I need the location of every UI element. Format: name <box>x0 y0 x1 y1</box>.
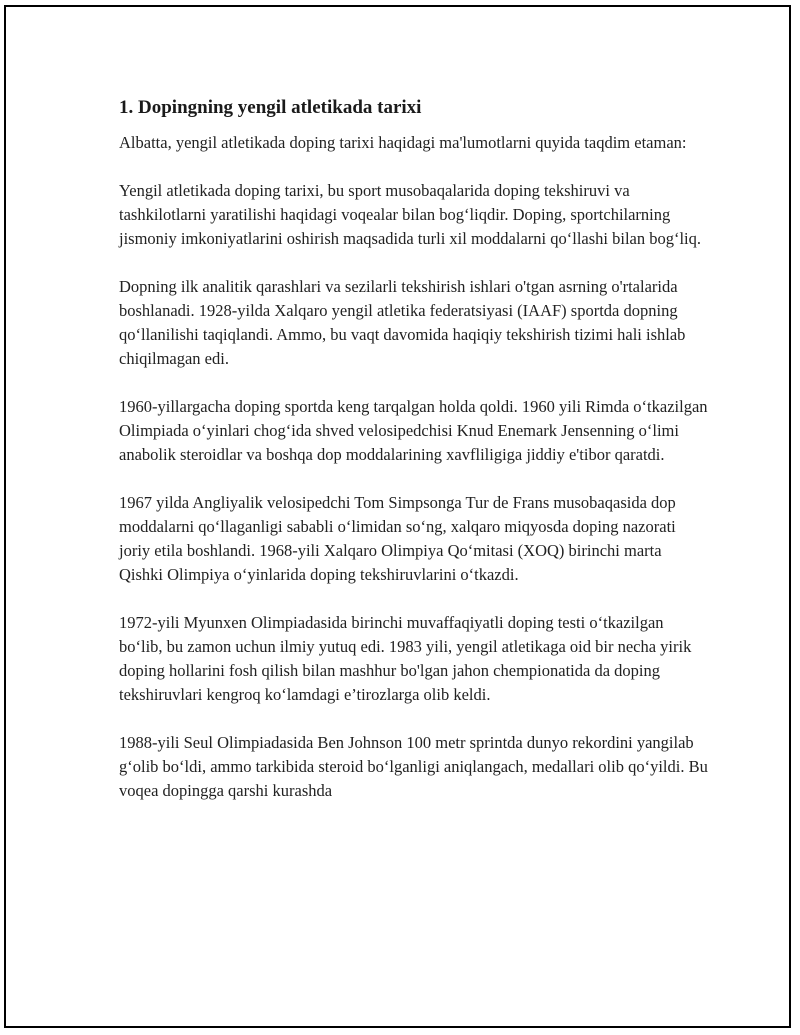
paragraph-1972-1983: 1972-yili Myunxen Olimpiadasida birinchi muvaffaqiyatli doping testi o‘tkazilgan bo‘lib, bu zamon uchun ilmiy yutuq edi. 1983 yili, yengil atletikaga oid bir necha yirik doping hollarini fosh qilish bilan mashhur bo'lgan jahon chempionatida da doping tekshiruvlari kengroq ko‘lamdagi e’tirozlarga olib keldi. <box>119 613 692 704</box>
paragraph-1988: 1988-yili Seul Olimpiadasida Ben Johnson 100 metr sprintda dunyo rekordini yangilab g‘olib bo‘ldi, ammo tarkibida steroid bo‘lganligi aniqlangach, medallari olib qo‘yildi. Bu voqea dopingga qarshi kurashda <box>119 733 708 800</box>
document-body <box>119 95 709 827</box>
paragraph-1967-1968: 1967 yilda Angliyalik velosipedchi Tom Simpsonga Tur de Frans musobaqasida dop moddalarni qo‘llaganligi sababli o‘limidan so‘ng, xalqaro miqyosda doping nazorati joriy etila boshlandi. 1968-yili Xalqaro Olimpiya Qo‘mitasi (XOQ) birinchi marta Qishki Olimpiya o‘yinlarida doping tekshiruvlarini o‘tkazdi. <box>119 493 676 584</box>
section-heading: 1. Dopingning yengil atletikada tarixi <box>119 97 422 118</box>
paragraph-intro: Albatta, yengil atletikada doping tarixi haqidagi ma'lumotlarni quyida taqdim etaman: <box>119 133 687 152</box>
document-page <box>4 5 791 1028</box>
paragraph-early-history: Dopning ilk analitik qarashlari va sezilarli tekshirish ishlari o'tgan asrning o'rtalarida boshlanadi. 1928-yilda Xalqaro yengil atletika federatsiyasi (IAAF) sportda dopning qo‘llanilishi taqiqlandi. Ammo, bu vaqt davomida haqiqiy tekshirish tizimi hali ishlab chiqilmagan edi. <box>119 277 686 368</box>
paragraph-overview: Yengil atletikada doping tarixi, bu sport musobaqalarida doping tekshiruvi va tashkilotlarni yaratilishi haqidagi voqealar bilan bog‘liqdir. Doping, sportchilarning jismoniy imkoniyatlarini oshirish maqsadida turli xil moddalarni qo‘llashi bilan bog‘liq. <box>119 181 702 248</box>
paragraph-1960s: 1960-yillargacha doping sportda keng tarqalgan holda qoldi. 1960 yili Rimda o‘tkazilgan Olimpiada o‘yinlari chog‘ida shved velosipedchisi Knud Enemark Jensenning o‘limi anabolik steroidlar va boshqa dop moddalarining xavfliligiga jiddiy e'tibor qaratdi. <box>119 397 708 464</box>
